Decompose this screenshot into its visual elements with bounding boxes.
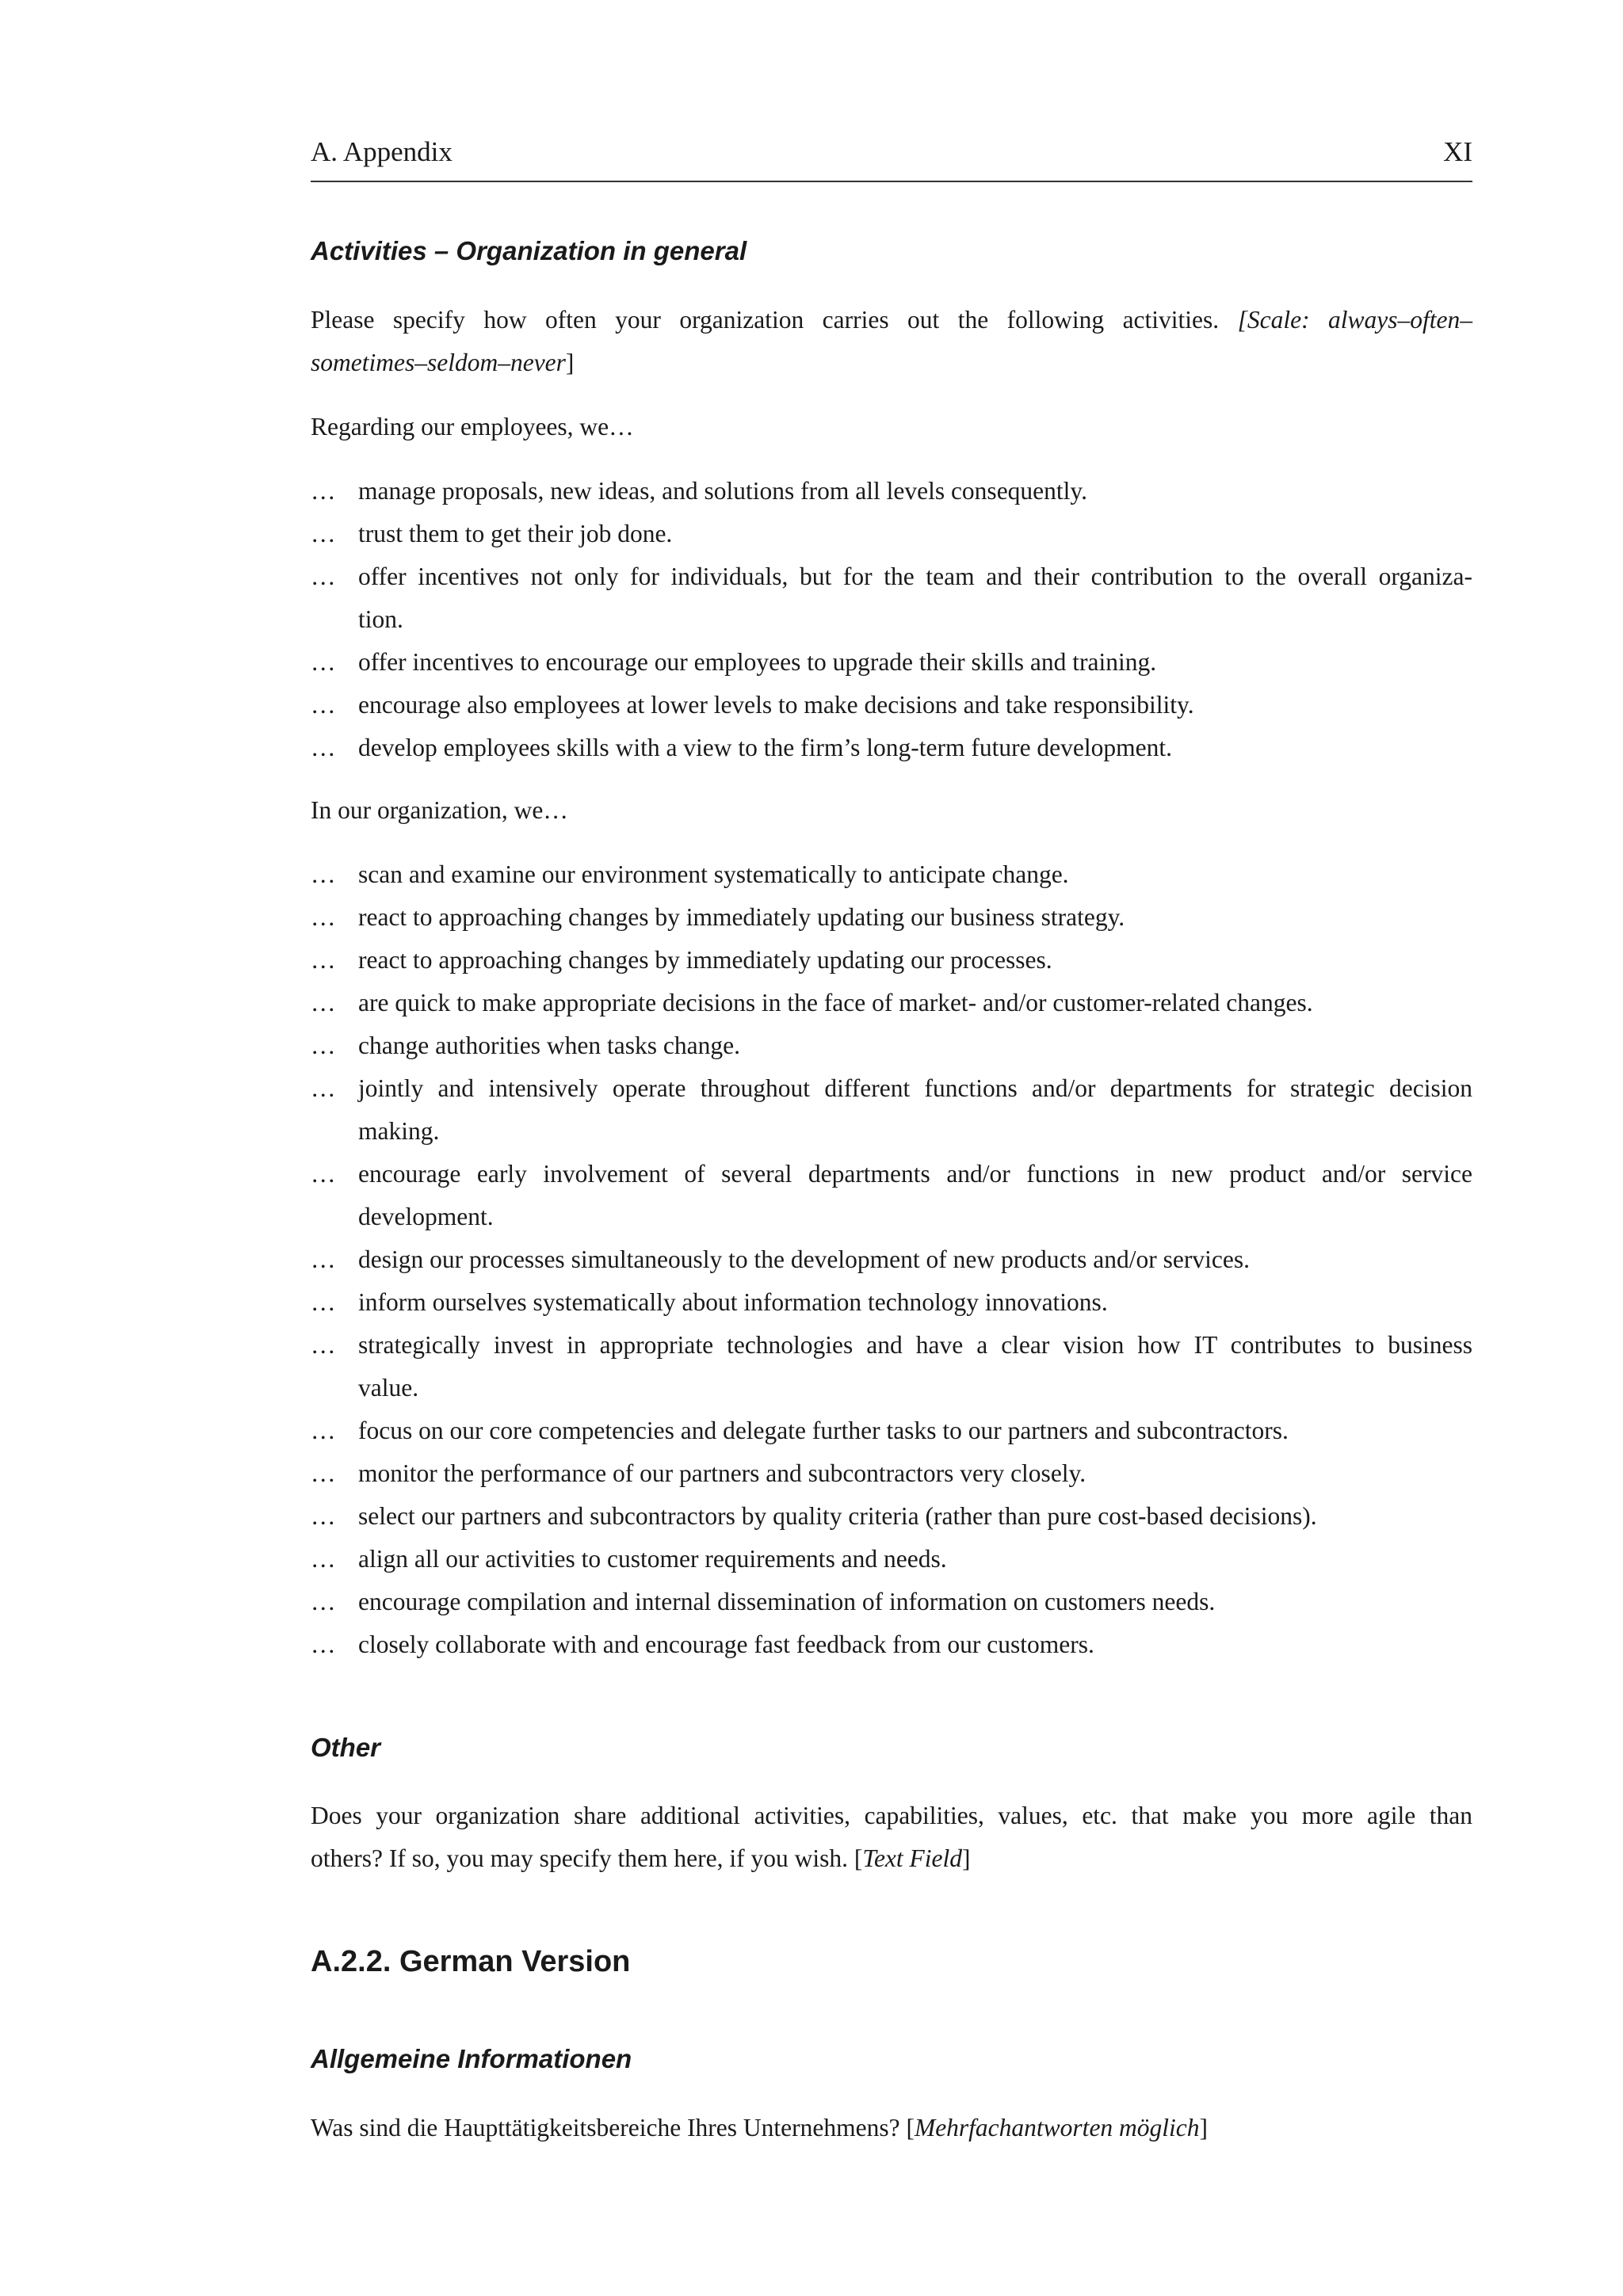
activities-heading: Activities – Organization in general bbox=[311, 236, 747, 265]
list-item-text bbox=[358, 1581, 1472, 1623]
list-item-line-1: encourage early involvement of several departments and/or functions in new product and/or service bbox=[358, 1160, 1472, 1188]
ellipsis-marker: … bbox=[311, 1417, 339, 1444]
list-item bbox=[311, 1324, 1472, 1409]
other-line-2 bbox=[311, 1837, 1472, 1880]
list-item bbox=[311, 1067, 1472, 1153]
list-item-text bbox=[358, 1495, 1472, 1538]
list-item-line-2: making. bbox=[358, 1117, 440, 1145]
german-question bbox=[311, 2107, 1472, 2149]
list-item-line-1: manage proposals, new ideas, and solutions from all levels consequently. bbox=[358, 477, 1087, 505]
list-item-line-2: tion. bbox=[358, 605, 403, 633]
list-item-text bbox=[358, 1281, 1472, 1324]
list-item bbox=[311, 470, 1472, 513]
ellipsis-marker: … bbox=[311, 1331, 339, 1359]
list-item-line-1: trust them to get their job done. bbox=[358, 520, 673, 547]
intro-scale-close: ] bbox=[565, 349, 575, 376]
ellipsis-marker: … bbox=[311, 563, 339, 590]
list-item-text bbox=[358, 1153, 1472, 1238]
list-item bbox=[311, 1281, 1472, 1324]
ellipsis-marker: … bbox=[311, 1160, 339, 1188]
list-item-text bbox=[358, 684, 1472, 727]
list-item-text bbox=[358, 470, 1472, 513]
ellipsis-marker: … bbox=[311, 691, 339, 719]
list-item-line-1: encourage also employees at lower levels to make decisions and take responsibility. bbox=[358, 691, 1194, 719]
list-item-line-1: develop employees skills with a view to the firm’s long-term future development. bbox=[358, 734, 1173, 761]
organization-list bbox=[311, 853, 1472, 1666]
ellipsis-marker: … bbox=[311, 477, 339, 505]
list-item-line-1: select our partners and subcontractors by quality criteria (rather than pure cost-based decisions). bbox=[358, 1502, 1317, 1530]
list-item-line-1: react to approaching changes by immediately updating our business strategy. bbox=[358, 903, 1125, 931]
german-question-text: Was sind die Haupttätigkeitsbereiche Ihres Unternehmens? [ bbox=[311, 2114, 915, 2142]
list-item bbox=[311, 1153, 1472, 1238]
ellipsis-marker: … bbox=[311, 1074, 339, 1102]
list-item bbox=[311, 982, 1472, 1024]
list-item-line-1: monitor the performance of our partners and subcontractors very closely. bbox=[358, 1459, 1086, 1487]
list-item bbox=[311, 641, 1472, 684]
list-item-text bbox=[358, 896, 1472, 939]
ellipsis-marker: … bbox=[311, 1459, 339, 1487]
list-item bbox=[311, 727, 1472, 769]
list-item bbox=[311, 1623, 1472, 1666]
list-item-text bbox=[358, 727, 1472, 769]
list-item-text bbox=[358, 939, 1472, 982]
german-version-heading: A.2.2. German Version bbox=[311, 1945, 631, 1978]
ellipsis-marker: … bbox=[311, 989, 339, 1016]
list-item-text bbox=[358, 641, 1472, 684]
list-item-line-1: align all our activities to customer requirements and needs. bbox=[358, 1545, 947, 1573]
list-item-line-1: react to approaching changes by immediately updating our processes. bbox=[358, 946, 1052, 974]
list-item-line-1: focus on our core competencies and delegate further tasks to our partners and subcontractors. bbox=[358, 1417, 1289, 1444]
activities-intro bbox=[311, 299, 1472, 384]
intro-scale-part-1: [Scale: always–often– bbox=[1237, 306, 1473, 334]
ellipsis-marker: … bbox=[311, 648, 339, 676]
employees-list bbox=[311, 470, 1472, 769]
intro-scale-part-2: sometimes–seldom–never bbox=[311, 349, 566, 376]
list-item-line-1: offer incentives to encourage our employees to upgrade their skills and training. bbox=[358, 648, 1157, 676]
list-item-text bbox=[358, 1452, 1472, 1495]
running-head bbox=[311, 136, 1472, 182]
list-item-text bbox=[358, 1538, 1472, 1581]
german-question-note: Mehrfachantworten möglich bbox=[914, 2114, 1200, 2142]
list-item-line-2: development. bbox=[358, 1203, 494, 1230]
chapter-title: A. Appendix bbox=[311, 136, 453, 167]
list-item-text bbox=[358, 1623, 1472, 1666]
ellipsis-marker: … bbox=[311, 903, 339, 931]
ellipsis-marker: … bbox=[311, 734, 339, 761]
list-item bbox=[311, 1238, 1472, 1281]
other-text-field-note: Text Field bbox=[862, 1844, 963, 1872]
list-item-text bbox=[358, 513, 1472, 555]
ellipsis-marker: … bbox=[311, 946, 339, 974]
ellipsis-marker: … bbox=[311, 1502, 339, 1530]
list-item-line-1: jointly and intensively operate throughout different functions and/or departments for strategic decision bbox=[358, 1074, 1472, 1102]
ellipsis-marker: … bbox=[311, 1588, 339, 1615]
ellipsis-marker: … bbox=[311, 1288, 339, 1316]
list-item bbox=[311, 1024, 1472, 1067]
list-item-line-1: scan and examine our environment systematically to anticipate change. bbox=[358, 860, 1069, 888]
list-item-text bbox=[358, 1024, 1472, 1067]
list-item bbox=[311, 1581, 1472, 1623]
organization-lead bbox=[311, 789, 1472, 832]
list-item bbox=[311, 853, 1472, 896]
list-item bbox=[311, 1495, 1472, 1538]
ellipsis-marker: … bbox=[311, 1630, 339, 1658]
organization-lead-text: In our organization, we… bbox=[311, 796, 568, 824]
activities-intro-line-1 bbox=[311, 299, 1472, 341]
list-item bbox=[311, 513, 1472, 555]
allgemeine-heading: Allgemeine Informationen bbox=[311, 2044, 632, 2073]
list-item-line-1: encourage compilation and internal dissemination of information on customers needs. bbox=[358, 1588, 1216, 1615]
list-item bbox=[311, 939, 1472, 982]
list-item-line-1: offer incentives not only for individuals, but for the team and their contribution to the overall organiza- bbox=[358, 563, 1472, 590]
ellipsis-marker: … bbox=[311, 1245, 339, 1273]
list-item-line-1: closely collaborate with and encourage fast feedback from our customers. bbox=[358, 1630, 1094, 1658]
list-item-line-1: inform ourselves systematically about information technology innovations. bbox=[358, 1288, 1108, 1316]
list-item-line-1: strategically invest in appropriate technologies and have a clear vision how IT contributes to business bbox=[358, 1331, 1472, 1359]
other-line-2-text: others? If so, you may specify them here, if you wish. [ bbox=[311, 1844, 863, 1872]
list-item-text bbox=[358, 982, 1472, 1024]
ellipsis-marker: … bbox=[311, 1032, 339, 1059]
list-item bbox=[311, 1452, 1472, 1495]
other-paragraph bbox=[311, 1794, 1472, 1880]
ellipsis-marker: … bbox=[311, 520, 339, 547]
list-item bbox=[311, 1538, 1472, 1581]
list-item-text bbox=[358, 1238, 1472, 1281]
employees-lead bbox=[311, 406, 1472, 448]
other-line-1: Does your organization share additional activities, capabilities, values, etc. that make you more agile than bbox=[311, 1802, 1472, 1829]
ellipsis-marker: … bbox=[311, 1545, 339, 1573]
list-item-line-1: change authorities when tasks change. bbox=[358, 1032, 740, 1059]
list-item bbox=[311, 1409, 1472, 1452]
page-number: XI bbox=[1443, 136, 1472, 167]
list-item-line-1: are quick to make appropriate decisions in the face of market- and/or customer-related changes. bbox=[358, 989, 1313, 1016]
employees-lead-text: Regarding our employees, we… bbox=[311, 413, 634, 441]
german-question-line bbox=[311, 2107, 1472, 2149]
german-question-close: ] bbox=[1199, 2114, 1209, 2142]
list-item-text bbox=[358, 1067, 1472, 1153]
list-item-text bbox=[358, 1324, 1472, 1409]
activities-intro-line-2 bbox=[311, 341, 1472, 384]
list-item-text bbox=[358, 853, 1472, 896]
list-item bbox=[311, 896, 1472, 939]
list-item-text bbox=[358, 1409, 1472, 1452]
list-item-line-1: design our processes simultaneously to the development of new products and/or services. bbox=[358, 1245, 1250, 1273]
intro-text: Please specify how often your organization carries out the following activities. bbox=[311, 306, 1220, 334]
list-item bbox=[311, 684, 1472, 727]
list-item-text bbox=[358, 555, 1472, 641]
list-item-line-2: value. bbox=[358, 1374, 419, 1402]
other-heading: Other bbox=[311, 1733, 381, 1762]
list-item bbox=[311, 555, 1472, 641]
other-line-2-close: ] bbox=[962, 1844, 971, 1872]
ellipsis-marker: … bbox=[311, 860, 339, 888]
